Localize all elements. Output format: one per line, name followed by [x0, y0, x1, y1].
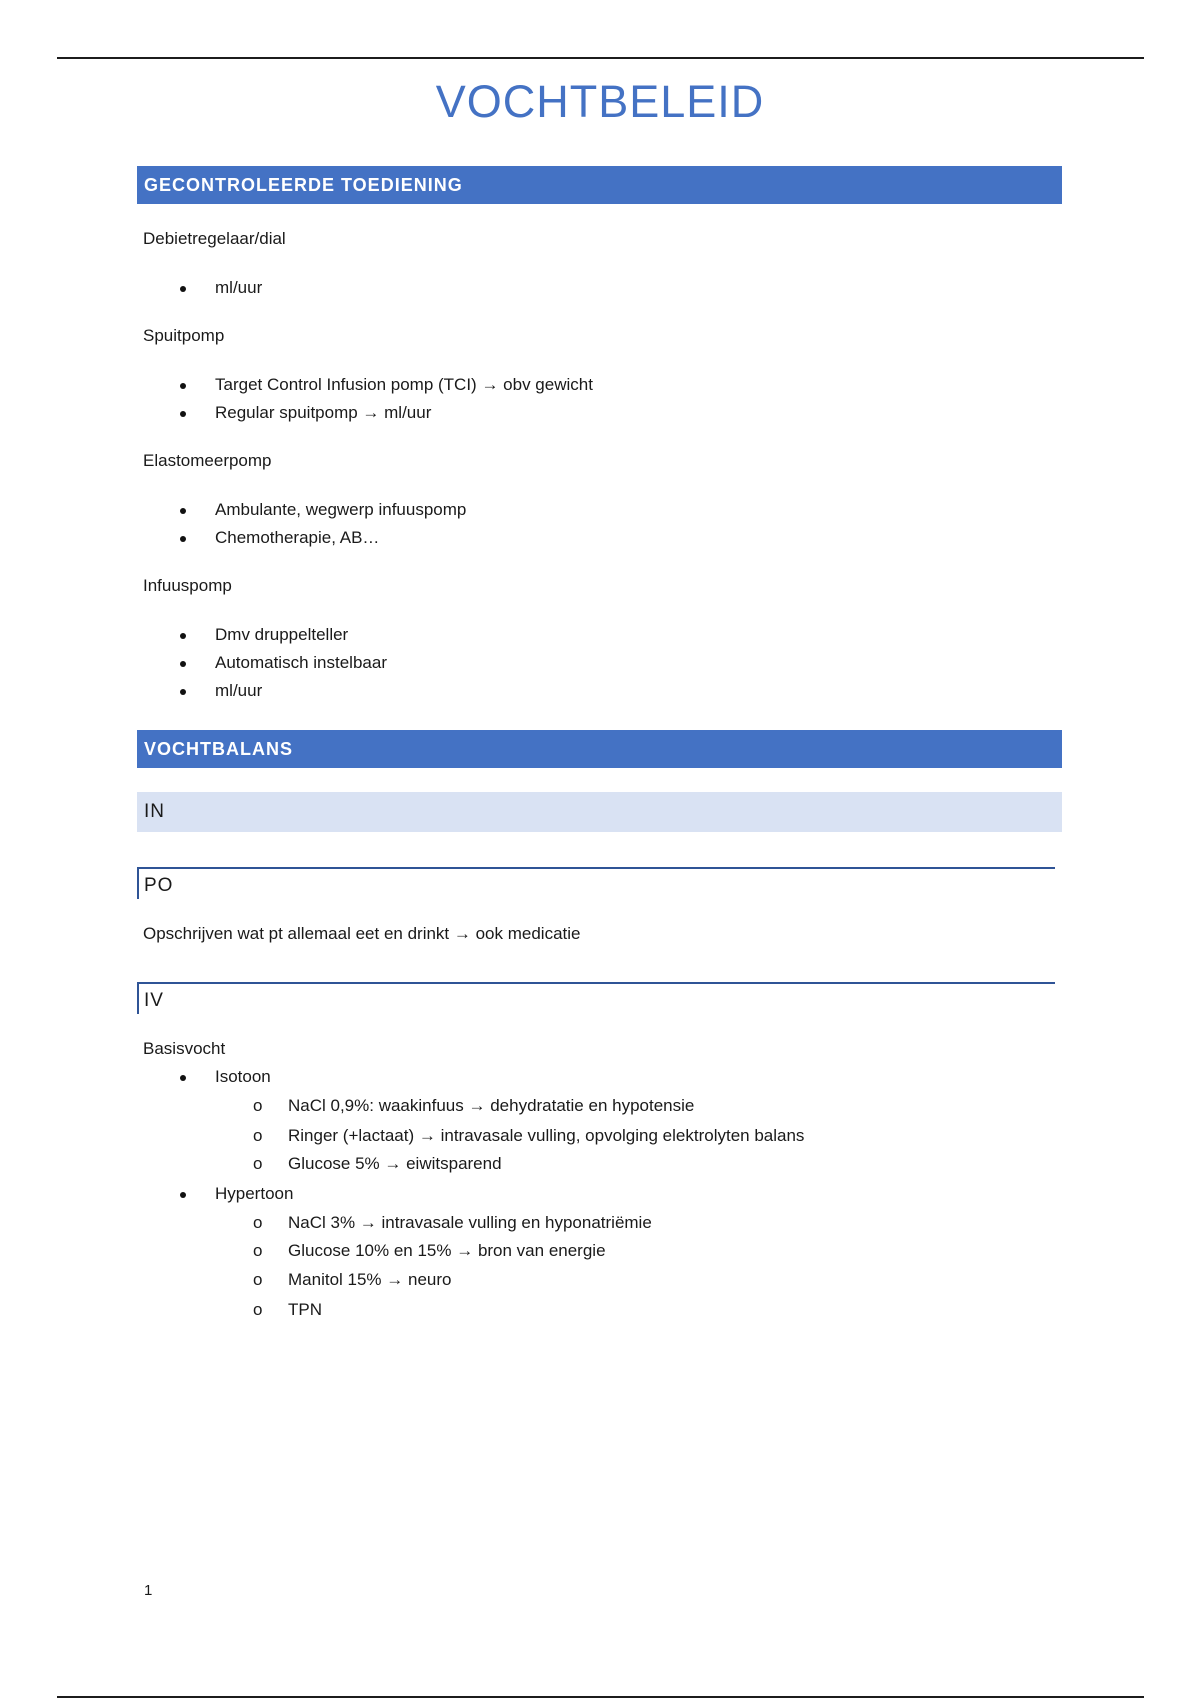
bullet-dot-icon — [180, 633, 186, 639]
circle-bullet-icon: o — [253, 1213, 263, 1232]
circle-bullet-icon: o — [253, 1241, 263, 1260]
circle-bullet-icon: o — [253, 1126, 263, 1145]
bullet-dot-icon — [180, 1192, 186, 1198]
bullet-dot-icon — [180, 689, 186, 695]
circle-bullet-icon: o — [253, 1096, 263, 1115]
circle-bullet-icon: o — [253, 1270, 263, 1289]
group-label-debietregelaar: Debietregelaar/dial — [143, 229, 286, 248]
bullet-dot-icon — [180, 1075, 186, 1081]
bullet-dot-icon — [180, 411, 186, 417]
heading-po: PO — [137, 867, 1055, 899]
page-title: VOCHTBELEID — [435, 76, 765, 127]
heading-iv: IV — [137, 982, 1055, 1014]
group-label-infuuspomp: Infuuspomp — [143, 576, 232, 595]
circle-bullet-icon: o — [253, 1300, 263, 1319]
top-rule — [57, 57, 1144, 59]
bottom-rule — [57, 1696, 1144, 1698]
circle-bullet-icon: o — [253, 1154, 263, 1173]
iv-label-basisvocht: Basisvocht — [143, 1039, 226, 1058]
bullet-dot-icon — [180, 661, 186, 667]
bullet-dot-icon — [180, 383, 186, 389]
group-label-elastomeerpomp: Elastomeerpomp — [143, 451, 272, 470]
bullet-dot-icon — [180, 536, 186, 542]
bullet-dot-icon — [180, 508, 186, 514]
section-heading-gecontroleerde-toediening: GECONTROLEERDE TOEDIENING — [137, 166, 1062, 204]
group-label-spuitpomp: Spuitpomp — [143, 326, 225, 345]
po-text: Opschrijven wat pt allemaal eet en drinkt → ook medicatie — [143, 924, 581, 943]
bullet-dot-icon — [180, 286, 186, 292]
subsection-heading-in: IN — [137, 792, 1062, 832]
page-number: 1 — [144, 1582, 153, 1599]
section-heading-vochtbalans: VOCHTBALANS — [137, 730, 1062, 768]
